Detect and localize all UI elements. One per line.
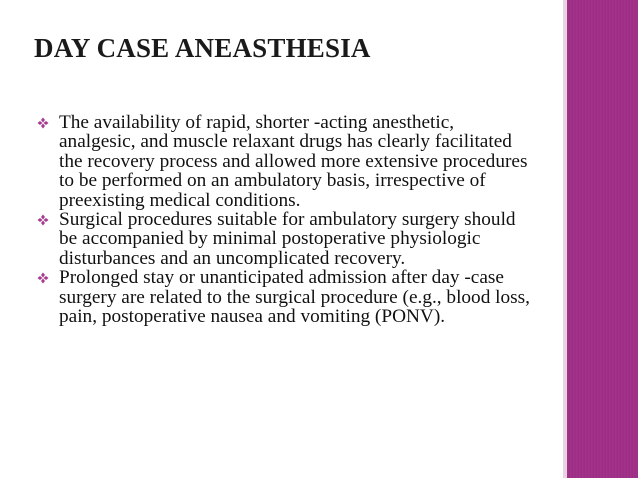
bullet-text: Prolonged stay or unanticipated admission after day -case surgery are related to the surgical procedure (e.g., blood loss, pain, postoperative nausea and vomiting (PONV).: [59, 267, 530, 328]
bullet-item: [34, 113, 534, 210]
decorative-side-band: [567, 0, 638, 478]
bullet-text: Surgical procedures suitable for ambulatory surgery should be accompanied by minimal postoperative physiologic disturbances and an uncomplicated recovery.: [59, 209, 516, 269]
bullet-list: [34, 113, 534, 326]
four-diamond-bullet-icon: [34, 210, 52, 229]
four-diamond-bullet-icon: [34, 268, 52, 287]
slide-title: DAY CASE ANEASTHESIA: [34, 33, 371, 63]
bullet-item: [34, 210, 534, 268]
bullet-text: The availability of rapid, shorter -acting anesthetic, analgesic, and muscle relaxant drugs has clearly facilitated the recovery process and allowed more extensive procedures to be performed on an ambulatory basis, irrespective of preexisting medical conditions.: [59, 112, 528, 211]
bullet-item: [34, 268, 534, 326]
four-diamond-bullet-icon: [34, 113, 52, 132]
